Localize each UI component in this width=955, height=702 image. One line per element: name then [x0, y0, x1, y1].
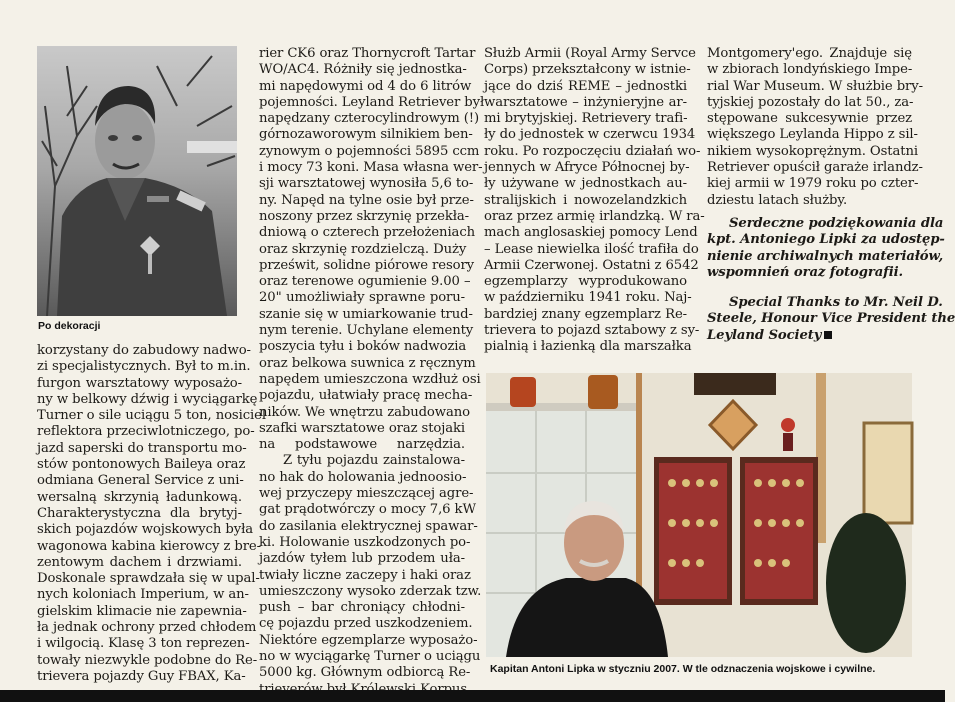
text-line: poszycia tyłu i boków nadwozia: [259, 339, 467, 355]
end-of-article-mark: [824, 331, 832, 339]
text-line: egzemplarzy wyprodukowano: [484, 274, 687, 290]
article-column-1: [37, 343, 266, 685]
text-line: ny w belkowy dźwig i wyciągarkę: [37, 391, 258, 407]
text-line: Retriever opuścił garaże irlandz-: [707, 160, 923, 176]
text-line: wspomnień oraz fotografii.: [707, 264, 904, 280]
article-column-3: [484, 46, 705, 356]
text-line: Special Thanks to Mr. Neil D.: [729, 295, 943, 310]
text-line: jące do dziś REME – jednostki: [484, 78, 687, 94]
text-line: ny. Napęd na tylne osie był prze-: [259, 192, 474, 208]
text-line: wej przyczepy mieszczącej agre-: [259, 486, 474, 502]
text-line: Charakterystyczna dla brytyj-: [37, 505, 242, 521]
text-line: Z tyłu pojazdu zainstalowa-: [283, 453, 465, 469]
acknowledgement-polish: [707, 216, 945, 281]
text-line: większego Leylanda Hippo z sil-: [707, 127, 918, 143]
text-line: nych koloniach Imperium, w an-: [37, 587, 249, 603]
text-line: 20" umożliwiały sprawne poru-: [259, 290, 465, 306]
text-line: Armii Czerwonej. Ostatni z 6542: [484, 257, 699, 273]
text-line: jennych w Afryce Północnej by-: [484, 160, 690, 176]
text-line: – Lease niewielka ilość trafiła do: [484, 241, 699, 257]
text-line: do zasilania elektrycznej spawar-: [259, 518, 478, 534]
text-line: prześwit, solidne piórowe resory: [259, 257, 475, 273]
text-line: zynowym o pojemności 5895 ccm: [259, 143, 480, 159]
portrait-caption: Po dekoracji: [38, 320, 101, 332]
text-line: Turner o sile uciągu 5 ton, nosiciel: [37, 408, 266, 424]
text-line: na podstawowe narzędzia.: [259, 437, 465, 453]
text-line: zentowym dachem i drzwiami.: [37, 554, 242, 570]
text-line: oraz belkowa suwnica z ręcznym: [259, 355, 476, 371]
officer-portrait-photo: [37, 46, 237, 316]
text-line: mach anglosaskiej pomocy Lend: [484, 225, 698, 241]
text-line: gat prądotwórczy o mocy 7,6 kW: [259, 502, 476, 518]
medals-photo-caption: Kapitan Antoni Lipka w styczniu 2007. W tle odznaczenia wojskowe i cywilne.: [490, 663, 876, 675]
text-line: dziestu latach służby.: [707, 192, 848, 208]
text-line: pojazdu, ułatwiały pracę mecha-: [259, 388, 473, 404]
text-line: zi specjalistycznych. Był to m.in.: [37, 359, 251, 375]
text-line: Corps) przekształcony w istnie-: [484, 62, 691, 78]
text-line: Serdeczne podziękowania dla: [729, 216, 944, 231]
text-line: jazdów tyłem lub przodem uła-: [259, 551, 465, 567]
text-line: szafki warsztatowe oraz stojaki: [259, 420, 466, 436]
text-line: wagonowa kabina kierowcy z bre-: [37, 538, 261, 554]
text-line: dniową o czterech przełożeniach: [259, 225, 476, 241]
acknowledgement-english: [707, 295, 955, 344]
text-line: korzystany do zabudowy nadwo-: [37, 343, 251, 358]
text-line: ła jednak ochrony przed chłodem: [37, 620, 257, 636]
text-line: górnozaworowym silnikiem ben-: [259, 127, 473, 143]
text-line: stralijskich i nowozelandzkich: [484, 192, 687, 208]
text-line: tyjskiej pozostały do lat 50., za-: [707, 94, 914, 110]
article-column-4: [707, 46, 923, 209]
text-line: jazd saperski do transportu mo-: [37, 440, 247, 456]
text-line: towały niezwykle podobne do Re-: [37, 652, 258, 668]
text-line: noszony przez skrzynię przekła-: [259, 208, 470, 224]
text-line: i wilgocią. Klasę 3 ton reprezen-: [37, 636, 250, 652]
text-line: roku. Po rozpoczęciu działań wo-: [484, 143, 701, 159]
text-line: pojemności. Leyland Retriever był: [259, 94, 485, 110]
text-line: kpt. Antoniego Lipki za udostęp-: [707, 232, 945, 248]
text-line: nym terenie. Uchylane elementy: [259, 323, 474, 339]
text-line: twiały liczne zaczepy i haki oraz: [259, 567, 471, 583]
text-line: nienie archiwalnych materiałów,: [707, 248, 944, 264]
text-line: push – bar chroniący chłodni-: [259, 600, 465, 616]
text-line: reflektora przeciwlotniczego, po-: [37, 424, 255, 440]
text-line: w październiku 1941 roku. Naj-: [484, 290, 692, 306]
text-line: ły używane w jednostkach au-: [484, 176, 687, 192]
text-line: rier CK6 oraz Thornycroft Tartar: [259, 46, 476, 61]
text-line: Doskonale sprawdzała się w upal-: [37, 571, 260, 587]
text-line: no w wyciągarkę Turner o uciągu: [259, 648, 481, 664]
text-line: umieszczony wysoko zderzak tzw.: [259, 583, 482, 599]
text-line: i mocy 73 koni. Masa własna wer-: [259, 160, 483, 176]
text-line: napędzany czterocylindrowym (!): [259, 111, 480, 127]
text-line: skich pojazdów wojskowych była: [37, 522, 254, 538]
text-line: oraz skrzynię rozdzielczą. Duży: [259, 241, 467, 257]
text-line: szanie się w umiarkowanie trud-: [259, 306, 473, 322]
text-line: oraz przez armię irlandzką. W ra-: [484, 208, 705, 224]
text-line: nikiem wysokoprężnym. Ostatni: [707, 143, 918, 159]
page-bottom-edge: [0, 690, 945, 702]
text-line: sji warsztatowej wynosiła 5,6 to-: [259, 176, 474, 192]
text-line: Montgomery'ego. Znajduje się: [707, 46, 912, 61]
text-line: gielskim klimacie nie zapewnia-: [37, 603, 247, 619]
text-line: rial War Museum. W służbie bry-: [707, 78, 923, 94]
text-line: Leyland Society: [707, 328, 912, 344]
article-column-2: [259, 46, 485, 698]
text-line: w zbiorach londyńskiego Impe-: [707, 62, 913, 78]
text-line: cę pojazdu przed uszkodzeniem.: [259, 616, 473, 632]
text-line: bardziej znany egzemplarz Re-: [484, 306, 687, 322]
text-line: no hak do holowania jednoosio-: [259, 469, 467, 485]
text-line: warsztatowe – inżynieryjne ar-: [484, 94, 687, 110]
text-line: odmiana General Service z uni-: [37, 473, 244, 489]
text-line: Służb Armii (Royal Army Servce: [484, 46, 696, 61]
text-line: mi napędowymi od 4 do 6 litrów: [259, 78, 472, 94]
text-line: ły do jednostek w czerwcu 1934: [484, 127, 696, 143]
text-line: furgon warsztatowy wyposażo-: [37, 375, 242, 391]
text-line: stępowane sukcesywnie przez: [707, 111, 912, 127]
text-line: 5000 kg. Głównym odbiorcą Re-: [259, 665, 471, 681]
medals-room-photo: [486, 373, 912, 657]
text-line: trievera pojazdy Guy FBAX, Ka-: [37, 668, 246, 684]
text-line: ki. Holowanie uszkodzonych po-: [259, 534, 471, 550]
text-line: pialnią i łazienką dla marszałka: [484, 339, 692, 355]
text-line: mi brytyjskiej. Retrievery trafi-: [484, 111, 688, 127]
text-line: stów pontonowych Baileya oraz: [37, 457, 246, 473]
text-line: napędem umieszczona wzdłuż osi: [259, 371, 481, 387]
text-line: wersalną skrzynią ładunkową.: [37, 489, 242, 505]
text-line: Niektóre egzemplarze wyposażo-: [259, 632, 478, 648]
text-line: ników. We wnętrzu zabudowano: [259, 404, 470, 420]
text-line: Steele, Honour Vice President the: [707, 311, 955, 327]
text-line: trievera to pojazd sztabowy z sy-: [484, 323, 700, 339]
text-line: oraz terenowe ogumienie 9.00 –: [259, 274, 471, 290]
text-line: kiej armii w 1979 roku po czter-: [707, 176, 919, 192]
text-line: WO/AC4. Różniły się jednostka-: [259, 62, 467, 78]
